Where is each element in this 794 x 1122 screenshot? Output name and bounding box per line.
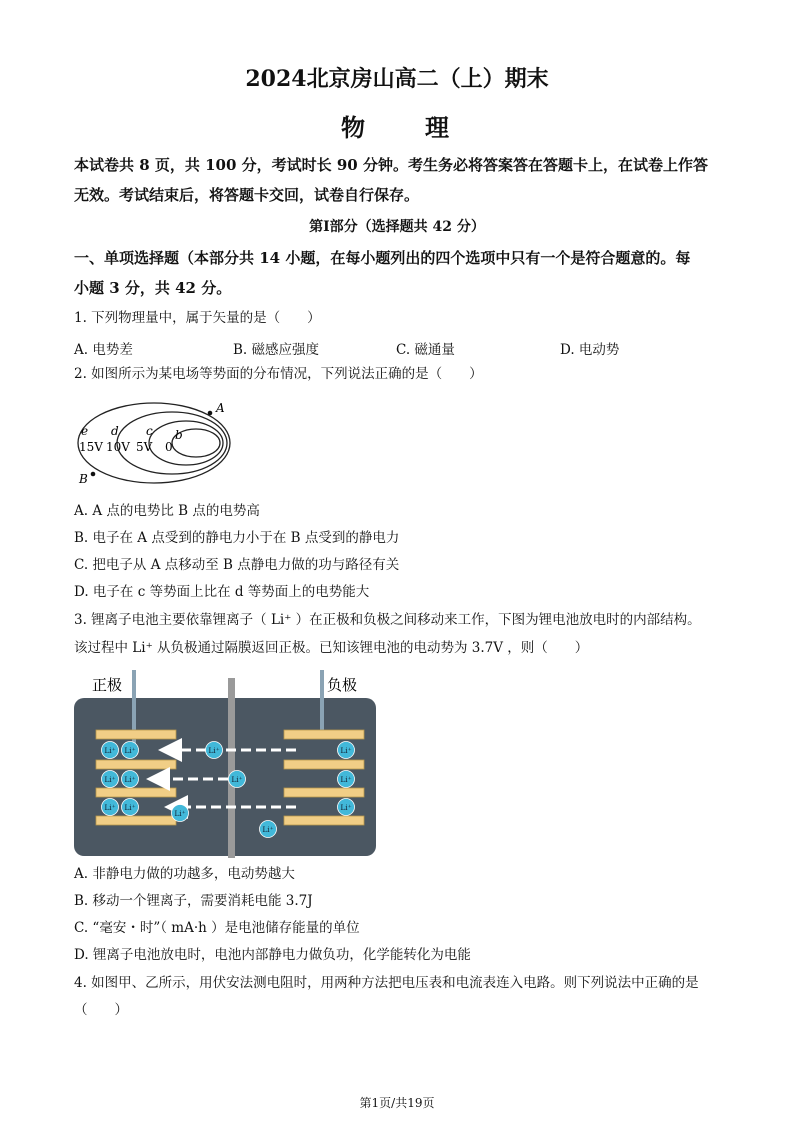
part-heading: 第Ⅰ部分（选择题共 42 分） bbox=[309, 219, 485, 235]
q1-option-b: B. 磁感应强度 bbox=[233, 342, 320, 358]
section-heading-line-1: 一、单项选择题（本部分共 14 小题，在每小题列出的四个选项中只有一个是符合题意的。每 bbox=[74, 249, 691, 267]
q2-option-d: D. 电子在 c 等势面上比在 d 等势面上的电势能大 bbox=[74, 584, 370, 600]
intro-line-1: 本试卷共 8 页，共 100 分，考试时长 90 分钟。考生务必将答案答在答题卡上，在试卷上作答 bbox=[74, 156, 708, 174]
svg-text:Li⁺: Li⁺ bbox=[340, 775, 352, 784]
page-footer: 第1页/共19页 bbox=[359, 1096, 435, 1110]
q4-answer-paren: （ ） bbox=[74, 1002, 128, 1018]
q3-option-c: C. “毫安・时”（ mA·h ）是电池储存能量的单位 bbox=[74, 920, 360, 936]
svg-text:Li⁺: Li⁺ bbox=[104, 803, 116, 812]
label-15v: 15V bbox=[79, 440, 103, 454]
label-positive: 正极 bbox=[92, 676, 123, 694]
q3-option-b: B. 移动一个锂离子，需要消耗电能 3.7J bbox=[74, 893, 313, 909]
svg-text:Li⁺: Li⁺ bbox=[340, 746, 352, 755]
label-10v: 10V bbox=[106, 440, 130, 454]
q1-stem: 1. 下列物理量中，属于矢量的是（ ） bbox=[74, 310, 321, 326]
label-d: d bbox=[111, 424, 119, 438]
svg-text:Li⁺: Li⁺ bbox=[208, 746, 220, 755]
page-title: 2024北京房山高二（上）期末 bbox=[245, 66, 549, 92]
q2-stem: 2. 如图所示为某电场等势面的分布情况，下列说法正确的是（ ） bbox=[74, 366, 483, 382]
section-heading-line-2: 小题 3 分，共 42 分。 bbox=[74, 279, 232, 297]
svg-text:Li⁺: Li⁺ bbox=[124, 803, 136, 812]
svg-text:Li⁺: Li⁺ bbox=[174, 809, 186, 818]
svg-text:Li⁺: Li⁺ bbox=[104, 775, 116, 784]
q2-option-c: C. 把电子从 A 点移动至 B 点静电力做的功与路径有关 bbox=[74, 557, 400, 573]
q1-option-d: D. 电动势 bbox=[560, 342, 620, 358]
svg-text:Li⁺: Li⁺ bbox=[231, 775, 243, 784]
battery-figure bbox=[72, 668, 380, 860]
svg-text:Li⁺: Li⁺ bbox=[104, 746, 116, 755]
svg-text:Li⁺: Li⁺ bbox=[262, 825, 274, 834]
svg-text:Li⁺: Li⁺ bbox=[124, 775, 136, 784]
subject-title: 物 理 bbox=[341, 113, 453, 142]
label-0: 0 bbox=[165, 440, 173, 454]
q3-option-d: D. 锂离子电池放电时，电池内部静电力做负功，化学能转化为电能 bbox=[74, 947, 471, 963]
equipotential-figure bbox=[70, 392, 240, 492]
label-negative: 负极 bbox=[327, 676, 358, 694]
label-point-b: B bbox=[79, 472, 88, 486]
label-point-a: A bbox=[216, 401, 225, 415]
q1-option-c: C. 磁通量 bbox=[396, 342, 455, 358]
label-5v: 5V bbox=[136, 440, 153, 454]
q4-stem: 4. 如图甲、乙所示，用伏安法测电阻时，用两种方法把电压表和电流表连入电路。则下列说法中正确的是 bbox=[74, 975, 699, 991]
q1-option-a: A. 电势差 bbox=[74, 342, 133, 358]
svg-text:Li⁺: Li⁺ bbox=[124, 746, 136, 755]
q3-stem-line-1: 3. 锂离子电池主要依靠锂离子（ Li⁺ ）在正极和负极之间移动来工作，下图为锂电池放电时的内部结构。 bbox=[74, 612, 701, 628]
label-c: c bbox=[146, 424, 153, 438]
label-e: e bbox=[81, 424, 89, 438]
svg-text:Li⁺: Li⁺ bbox=[340, 803, 352, 812]
q2-option-b: B. 电子在 A 点受到的静电力小于在 B 点受到的静电力 bbox=[74, 530, 400, 546]
label-b: b bbox=[175, 428, 183, 442]
intro-line-2: 无效。考试结束后，将答题卡交回，试卷自行保存。 bbox=[74, 186, 420, 204]
q2-option-a: A. A 点的电势比 B 点的电势高 bbox=[74, 503, 260, 519]
q3-stem-line-2: 该过程中 Li⁺ 从负极通过隔膜返回正极。已知该锂电池的电动势为 3.7V ，则（ ） bbox=[74, 640, 589, 656]
q3-option-a: A. 非静电力做的功越多，电动势越大 bbox=[74, 866, 295, 882]
